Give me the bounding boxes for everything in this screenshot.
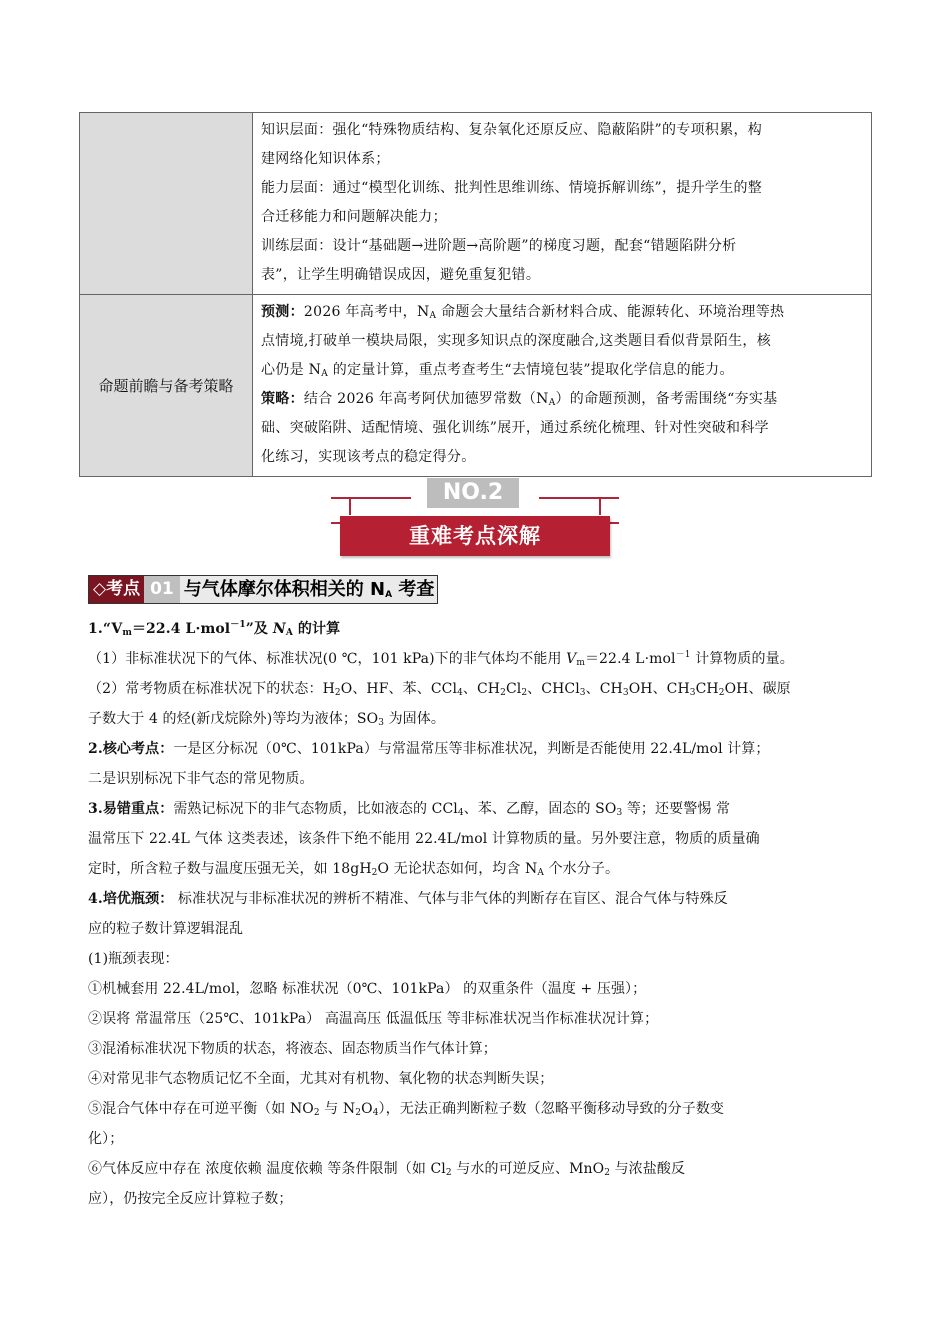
text-line: 知识层面：强化“特殊物质结构、复杂氧化还原反应、隐蔽陷阱”的专项积累，构 <box>261 122 763 138</box>
subscript: A <box>537 868 545 878</box>
subscript: 3 <box>579 688 586 698</box>
table-row-label-empty <box>80 113 253 295</box>
paragraph <box>88 614 870 644</box>
text-span: V <box>566 651 577 667</box>
list-item-continued: 化）； <box>88 1131 124 1147</box>
paragraph-label: 3.易错重点： <box>88 801 174 817</box>
paragraph <box>88 674 870 704</box>
subscript: A <box>321 369 329 379</box>
paragraph <box>88 884 870 914</box>
subscript: m <box>122 628 132 638</box>
list-item <box>88 1154 870 1184</box>
subscript: 3 <box>622 688 629 698</box>
subscript: A <box>385 590 393 600</box>
table-row-label: 命题前瞻与备考策略 <box>80 295 253 477</box>
heading-tag: ◇考点 <box>89 576 144 603</box>
text-span: 与气体摩尔体积相关的 N <box>183 579 386 600</box>
heading-number: 01 <box>144 576 180 603</box>
text-line: 建网络化知识体系； <box>261 151 390 167</box>
paragraph <box>88 734 870 764</box>
text-span: ＝22.4 L·mol <box>584 651 676 667</box>
text-line: 能力层面：通过“模型化训练、批判性思维训练、情境拆解训练”，提升学生的整 <box>261 180 763 196</box>
text-span: 考查 <box>392 579 435 600</box>
banner-rule <box>599 497 601 515</box>
list-item <box>88 1094 870 1124</box>
subscript: 4 <box>372 1108 379 1118</box>
text-span: O、HF、苯、CCl <box>340 681 458 697</box>
heading-title <box>180 576 438 603</box>
subscript: 2 <box>313 1108 320 1118</box>
text-span: 2026 年高考中，N <box>303 304 430 320</box>
subscript: 3 <box>378 718 385 728</box>
text-span: ⑤混合气体中存在可逆平衡（如 NO <box>88 1101 314 1117</box>
text-span: ＝22.4 L·mol <box>131 621 231 637</box>
text-span: 、CHCl <box>527 681 580 697</box>
paragraph: 应的粒子数计算逻辑混乱 <box>88 921 244 937</box>
table-row <box>80 295 872 477</box>
section-banner <box>331 476 619 558</box>
text-span: O <box>361 1101 373 1117</box>
text-span: 、苯、乙醇，固态的 SO <box>463 801 617 817</box>
text-span: Cl <box>505 681 522 697</box>
text-span: （2）常考物质在标准状况下的状态：H <box>88 681 335 697</box>
text-line <box>261 356 863 385</box>
text-span: N <box>272 621 286 637</box>
text-span: 与水的可逆反应、MnO <box>451 1161 605 1177</box>
text-span: 与浓盐酸反 <box>610 1161 686 1177</box>
subscript: 2 <box>521 688 528 698</box>
subscript: m <box>576 658 585 668</box>
text-span: （1）非标准状况下的气体、标准状况(0 ℃，101 kPa)下的非气体均不能用 <box>88 651 567 667</box>
text-line: 化练习，实现该考点的稳定得分。 <box>261 449 476 465</box>
paragraph <box>88 854 870 884</box>
list-item: ④对常见非气态物质记忆不全面，尤其对有机物、氧化物的状态判断失误； <box>88 1071 554 1087</box>
text-span: ），无法正确判断粒子数（忽略平衡移动导致的分子数变 <box>378 1101 725 1117</box>
text-span: 计算物质的量。 <box>690 651 794 667</box>
text-span: 1.“V <box>88 621 123 637</box>
text-span: OH、CH <box>628 681 690 697</box>
subscript: 3 <box>616 808 623 818</box>
section-heading <box>88 575 438 604</box>
list-item: ②误将 常温常压（25℃、101kPa） 高温高压 低温低压 等非标准状况当作标准状况计算； <box>88 1011 659 1027</box>
paragraph: 温常压下 22.4L 气体 这类表述，该条件下绝不能用 22.4L/mol 计算物质的量。另外要注意，物质的质量确 <box>88 831 760 847</box>
text-span: 定时，所含粒子数与温度压强无关，如 18gH <box>88 861 372 877</box>
text-span: O 无论状态如何，均含 N <box>377 861 538 877</box>
prediction-label: 预测： <box>261 304 304 320</box>
banner-rule <box>331 497 411 499</box>
text-span: 命题会大量结合新材料合成、能源转化、环境治理等热 <box>436 304 785 320</box>
subscript: A <box>285 628 293 638</box>
subscript: 4 <box>457 688 463 698</box>
strategy-line <box>261 385 863 414</box>
banner-number-text: NO.2 <box>442 480 504 505</box>
text-span: 为固体。 <box>384 711 445 727</box>
text-span: 、CH <box>462 681 501 697</box>
banner-number <box>427 478 519 508</box>
superscript: －1 <box>675 650 691 660</box>
subscript: 2 <box>718 688 725 698</box>
subscript: A <box>429 311 437 321</box>
table-row <box>80 113 872 295</box>
paragraph-label: 4.培优瓶颈： <box>88 891 174 907</box>
text-span: 标准状况与非标准状况的辨析不精准、气体与非气体的判断存在盲区、混合气体与特殊反 <box>173 891 728 907</box>
subscript: 2 <box>371 868 378 878</box>
subscript: 2 <box>445 1168 452 1178</box>
superscript: －1 <box>230 620 246 630</box>
subscript: A <box>548 398 556 408</box>
banner-rule <box>539 497 619 499</box>
banner-rule <box>349 497 351 515</box>
text-span: ）的命题预测，备考需围绕“夯实基 <box>555 391 778 407</box>
text-span: ”及 <box>245 621 273 637</box>
body-text <box>88 614 870 1214</box>
paragraph: (1)瓶颈表现： <box>88 951 179 967</box>
text-span: 的计算 <box>292 621 341 637</box>
list-item: ①机械套用 22.4L/mol，忽略 标准状况（0℃、101kPa） 的双重条件（温度 + 压强）； <box>88 981 647 997</box>
paragraph-label: 2.核心考点： <box>88 741 174 757</box>
paragraph <box>88 644 870 674</box>
subscript: 2 <box>334 688 341 698</box>
text-span: CH <box>695 681 719 697</box>
text-line: 点情境,打破单一模块局限，实现多知识点的深度融合,这类题目看似背景陌生，核 <box>261 333 771 349</box>
table-row-content <box>253 113 872 295</box>
prediction-line <box>261 298 863 327</box>
subscript: 3 <box>689 688 696 698</box>
text-span: 、CH <box>585 681 623 697</box>
text-span: 子数大于 4 的烃(新戊烷除外)等均为液体；SO <box>88 711 379 727</box>
subscript: 2 <box>355 1108 362 1118</box>
banner-title: 重难考点深解 <box>340 516 610 556</box>
subscript: 4 <box>457 808 464 818</box>
text-span: 结合 2026 年高考阿伏加德罗常数（N <box>303 391 549 407</box>
strategy-label: 策略： <box>261 391 304 407</box>
text-span: 与 N <box>319 1101 356 1117</box>
text-span: 的定量计算，重点考查考生“去情境包装”提取化学信息的能力。 <box>328 362 734 378</box>
strategy-table <box>79 112 872 477</box>
subscript: 2 <box>604 1168 611 1178</box>
list-item: ③混淆标准状况下物质的状态，将液态、固态物质当作气体计算； <box>88 1041 497 1057</box>
paragraph <box>88 794 870 824</box>
table-row-content <box>253 295 872 477</box>
paragraph: 二是识别标况下非气态的常见物质。 <box>88 771 314 787</box>
text-span: 心仍是 N <box>261 362 322 378</box>
paragraph <box>88 704 870 734</box>
list-item-continued: 应），仍按完全反应计算粒子数； <box>88 1191 293 1207</box>
text-line: 础、突破陷阱、适配情境、强化训练”展开，通过系统化梳理、针对性突破和科学 <box>261 420 769 436</box>
text-span: ⑥气体反应中存在 浓度依赖 温度依赖 等条件限制（如 Cl <box>88 1161 446 1177</box>
text-line: 表”，让学生明确错误成因，避免重复犯错。 <box>261 267 541 283</box>
text-span: 等；还要警惕 常 <box>622 801 731 817</box>
text-span: OH、碳原 <box>724 681 791 697</box>
text-span: 一是区分标况（0℃、101kPa）与常温常压等非标准状况，判断是否能使用 22.4L/mol 计算； <box>173 741 770 757</box>
subscript: 2 <box>500 688 506 698</box>
text-line: 训练层面：设计“基础题→进阶题→高阶题”的梯度习题，配套“错题陷阱分析 <box>261 238 737 254</box>
text-line: 合迁移能力和问题解决能力； <box>261 209 447 225</box>
text-span: 需熟记标况下的非气态物质，比如液态的 CCl <box>173 801 458 817</box>
text-span: 个水分子。 <box>544 861 620 877</box>
